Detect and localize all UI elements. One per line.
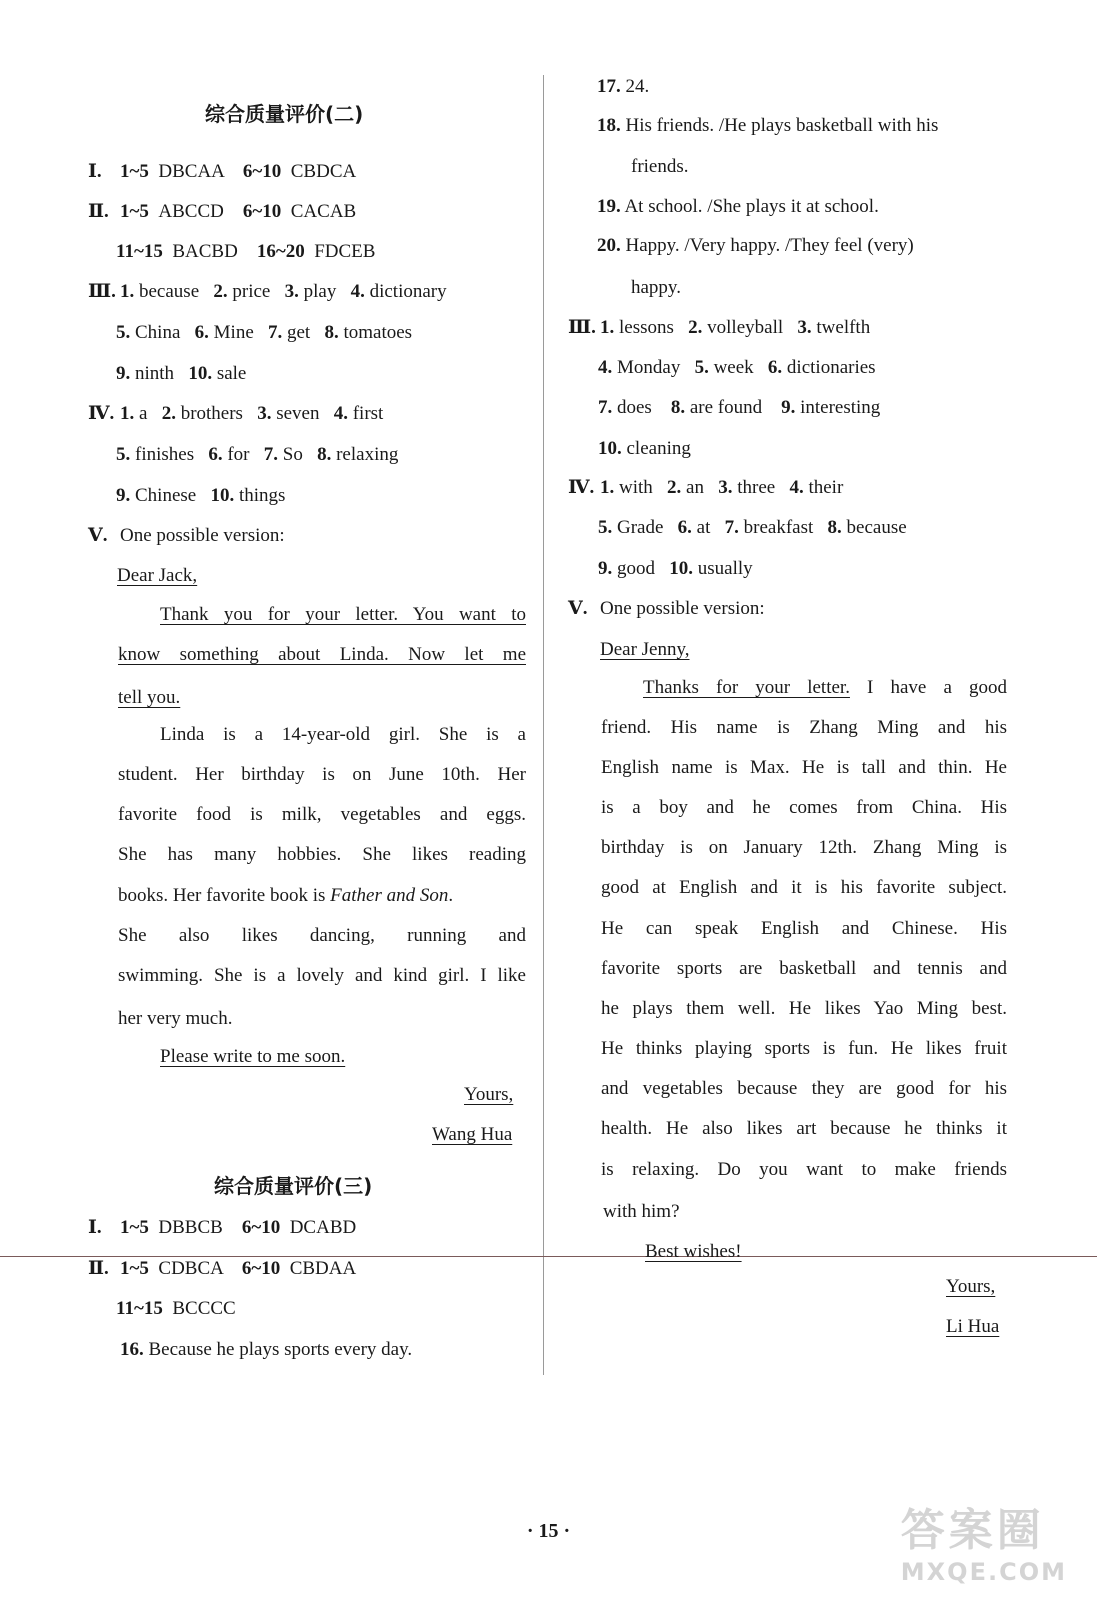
- letter-line: She has many hobbies. She likes reading: [118, 844, 526, 865]
- section-title-3: 综合质量评价(三): [214, 1174, 373, 1198]
- essay-intro: One possible version:: [120, 525, 285, 546]
- letter-line: student. Her birthday is on June 10th. Her: [118, 764, 526, 785]
- answer-row-left-t16: 16. Because he plays sports every day.: [120, 1339, 413, 1360]
- section-title-2: 综合质量评价(二): [205, 102, 364, 126]
- roman-numeral: Ⅰ.: [88, 161, 102, 182]
- letter-line: favorite food is milk, vegetables and eggs.: [118, 804, 526, 825]
- roman-numeral: Ⅰ.: [88, 1217, 102, 1238]
- letter-line: Thanks for your letter. I have a good: [643, 677, 1007, 698]
- letter-closing: Please write to me soon.: [160, 1046, 346, 1067]
- letter-line: tell you.: [118, 687, 181, 708]
- range-label: 11~15: [116, 241, 163, 262]
- answer-19: 19. At school. /She plays it at school.: [597, 196, 879, 217]
- answer-row-left-4a: Ⅳ. 1. a 2. brothers 3. seven 4. first: [88, 403, 384, 424]
- roman-numeral: Ⅳ.: [568, 477, 595, 498]
- letter-closing: Best wishes!: [645, 1241, 742, 1262]
- letter-line: health. He also likes art because he thinks it: [601, 1118, 1007, 1139]
- column-divider: [543, 75, 544, 1375]
- answer-18: 18. His friends. /He plays basketball with his: [597, 115, 939, 136]
- answer-row-right-3a: Ⅲ. 1. lessons 2. volleyball 3. twelfth: [568, 317, 871, 338]
- scan-seam-line: [0, 1256, 1097, 1257]
- letter-line: He can speak English and Chinese. His: [601, 918, 1007, 939]
- range-label: 16~20: [256, 241, 305, 262]
- answer-row-right-3c: 7. does 8. are found 9. interesting: [598, 397, 881, 418]
- answer-row-left-2b: [116, 240, 375, 264]
- roman-numeral: Ⅲ.: [88, 281, 116, 302]
- letter-line: and vegetables because they are good for his: [601, 1078, 1007, 1099]
- letter-line: is a boy and he comes from China. His: [601, 797, 1007, 818]
- answer-value: CACAB: [290, 201, 357, 222]
- letter-line: friend. His name is Zhang Ming and his: [601, 717, 1007, 738]
- roman-numeral: Ⅳ.: [88, 403, 115, 424]
- answer-row-left-3b: 5. China 6. Mine 7. get 8. tomatoes: [116, 322, 413, 343]
- letter-line: is relaxing. Do you want to make friends: [601, 1159, 1007, 1180]
- answer-row-left-t1: Ⅰ. 1~5 DBBCB 6~10 DCABD: [88, 1217, 357, 1238]
- letter-line: Linda is a 14-year-old girl. She is a: [160, 724, 526, 745]
- answer-value: DBCAA: [158, 161, 224, 182]
- answer-18-cont: friends.: [631, 156, 689, 177]
- answer-row-right-3b: 4. Monday 5. week 6. dictionaries: [598, 357, 876, 378]
- answer-row-right-4a: Ⅳ. 1. with 2. an 3. three 4. their: [568, 477, 844, 498]
- answer-17: 17. 24.: [597, 76, 650, 97]
- range-label: 6~10: [242, 161, 282, 182]
- roman-numeral: Ⅱ.: [88, 1258, 109, 1279]
- answer-row-left-1: [88, 160, 356, 184]
- answer-20: 20. Happy. /Very happy. /They feel (very): [597, 235, 914, 256]
- roman-numeral: Ⅲ.: [568, 317, 596, 338]
- letter-line: know something about Linda. Now let me: [118, 644, 526, 665]
- letter-line: books. Her favorite book is Father and Son.: [118, 885, 454, 906]
- roman-numeral: Ⅴ.: [568, 598, 588, 619]
- book-title: Father and Son: [330, 885, 449, 906]
- letter-line: favorite sports are basketball and tennis and: [601, 958, 1007, 979]
- answer-row-left-4c: 9. Chinese 10. things: [116, 485, 286, 506]
- letter-greeting: Dear Jack,: [117, 565, 198, 586]
- letter-line: he plays them well. He likes Yao Ming best.: [601, 998, 1007, 1019]
- letter-signoff: Yours,: [464, 1084, 514, 1105]
- answer-row-right-3d: 10. cleaning: [598, 438, 691, 459]
- watermark-logo: 答案圈 MXQE.COM: [900, 1505, 1067, 1586]
- answer-value: FDCEB: [314, 241, 376, 262]
- roman-numeral: Ⅱ.: [88, 201, 109, 222]
- answer-value: CBDCA: [290, 161, 357, 182]
- answer-row-right-4b: 5. Grade 6. at 7. breakfast 8. because: [598, 517, 907, 538]
- letter-greeting: Dear Jenny,: [600, 639, 690, 660]
- roman-numeral: Ⅴ.: [88, 525, 108, 546]
- answer-row-right-4c: 9. good 10. usually: [598, 558, 753, 579]
- letter-line: good at English and it is his favorite subject.: [601, 877, 1007, 898]
- answer-20-cont: happy.: [631, 277, 681, 298]
- answer-row-left-2a: [88, 200, 356, 224]
- letter-line: her very much.: [118, 1008, 233, 1029]
- answer-row-left-t2b: 11~15 BCCCC: [116, 1298, 236, 1319]
- essay-intro: One possible version:: [600, 598, 765, 619]
- letter-line: birthday is on January 12th. Zhang Ming is: [601, 837, 1007, 858]
- range-label: 6~10: [242, 201, 282, 222]
- page-number: · 15 ·: [526, 1520, 571, 1542]
- answer-row-left-3a: Ⅲ. 1. because 2. price 3. play 4. dictionary: [88, 281, 447, 302]
- answer-row-left-t2a: Ⅱ. 1~5 CDBCA 6~10 CBDAA: [88, 1258, 357, 1279]
- letter-line: swimming. She is a lovely and kind girl. I like: [118, 965, 526, 986]
- answer-row-left-4b: 5. finishes 6. for 7. So 8. relaxing: [116, 444, 399, 465]
- answer-row-left-5: [88, 524, 285, 548]
- answer-row-left-3c: 9. ninth 10. sale: [116, 363, 247, 384]
- letter-line: She also likes dancing, running and: [118, 925, 526, 946]
- answer-value: ABCCD: [158, 201, 224, 222]
- range-label: 1~5: [120, 201, 149, 222]
- answer-row-right-5: [568, 597, 765, 621]
- answer-value: BACBD: [172, 241, 238, 262]
- letter-line: He thinks playing sports is fun. He likes fruit: [601, 1038, 1007, 1059]
- letter-line: English name is Max. He is tall and thin. He: [601, 757, 1007, 778]
- letter-signature: Wang Hua: [432, 1124, 513, 1145]
- letter-signoff: Yours,: [946, 1276, 996, 1297]
- letter-line: Thank you for your letter. You want to: [160, 604, 526, 625]
- letter-line: with him?: [603, 1201, 680, 1222]
- letter-signature: Li Hua: [946, 1316, 1000, 1337]
- range-label: 1~5: [120, 161, 149, 182]
